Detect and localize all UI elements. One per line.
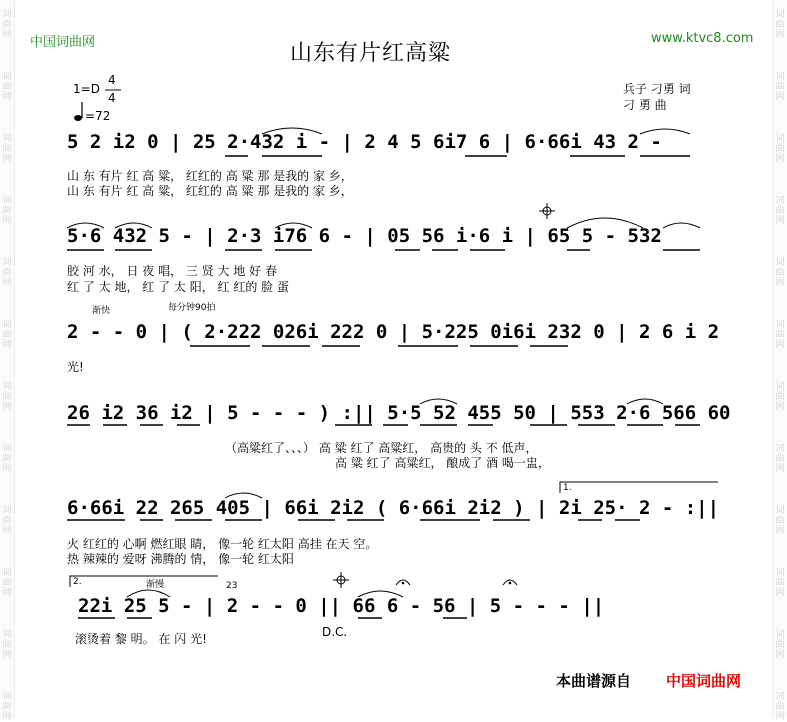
lyrics-row-2-verse-2: 红 了 太 地， 红 了 太 阳， 红 红的 脸 蛋 xyxy=(67,280,289,294)
notation-row-6: 22i 25 5 - | 2 - - 0 || 66 6 - 56 | 5 - - - || xyxy=(78,595,605,617)
lyrics-row-3: 光! xyxy=(67,360,84,374)
ritardando-marking: 渐慢 xyxy=(146,580,165,590)
watermark-text: 词 曲 网 xyxy=(2,568,12,598)
accelerando-marking: 渐快 xyxy=(92,306,111,316)
notation-row-3: 2 - - 0 | ( 2·222 026i 222 0 | 5·225 0i6i 232 0 | 2 6 i 2 xyxy=(67,321,720,343)
time-signature-bottom: 4 xyxy=(108,91,116,105)
watermark-text: 词 曲 网 xyxy=(775,72,785,102)
key-signature: 1=D xyxy=(73,82,100,96)
time-signature-top: 4 xyxy=(108,73,116,87)
watermark-text: 词 曲 网 xyxy=(2,72,12,102)
lyrics-row-4-verse-2: 高 粱 红了 高粱红， 酿成了 酒 喝一盅， xyxy=(335,456,550,470)
volta-2-label: 2. xyxy=(73,577,82,587)
watermark-text: 词 曲 网 xyxy=(775,320,785,350)
site-url-right[interactable]: www.ktvc8.com xyxy=(651,31,754,46)
notation-row-5: 6·66i 22 265 405 | 66i 2i2 ( 6·66i 2i2 ) | 2i 25· 2 - :|| xyxy=(67,497,720,519)
watermark-text: 词 曲 网 xyxy=(775,10,785,40)
watermark-text: 词 曲 网 xyxy=(2,692,12,722)
watermark-text: 词 曲 网 xyxy=(2,258,12,288)
lyrics-row-5-verse-2: 热 辣辣的 爱呀 沸腾的 情， 像一轮 红太阳 xyxy=(67,552,294,566)
watermark-text: 词 曲 网 xyxy=(2,630,12,660)
da-capo-marking: D.C. xyxy=(322,625,348,639)
notation-row-2: 5·6 432 5 - | 2·3 i76 6 - | 05 56 i·6 i | 65 5 - 532 xyxy=(67,225,662,247)
lyrics-row-5-verse-1: 火 红红的 心啊 燃红眼 睛， 像一轮 红太阳 高挂 在天 空。 xyxy=(67,537,378,551)
watermark-text: 词 曲 网 xyxy=(2,134,12,164)
source-label: 本曲谱源自 xyxy=(556,672,632,690)
watermark-text: 词 曲 网 xyxy=(775,568,785,598)
watermark-text: 词 曲 网 xyxy=(775,382,785,412)
music-credit: 刁 勇 曲 xyxy=(623,98,667,112)
tempo-marking: =72 xyxy=(85,109,111,123)
lyrics-row-6: 滚烫着 黎 明。 在 闪 光! xyxy=(75,632,207,646)
watermark-text: 词 曲 网 xyxy=(2,10,12,40)
watermark-text: 词 曲 网 xyxy=(2,444,12,474)
lyrics-credit: 兵子 刁勇 词 xyxy=(623,82,691,96)
source-site-link[interactable]: 中国词曲网 xyxy=(666,672,742,690)
notation-row-4: 26 i2 36 i2 | 5 - - - ) :|| 5·5 52 455 50 | 553 2·6 566 60 xyxy=(67,402,731,424)
watermark-text: 词 曲 网 xyxy=(775,692,785,722)
lyrics-row-1-verse-2: 山 东 有片 红 高 粱， 红红的 高 粱 那 是我的 家 乡， xyxy=(67,184,353,198)
watermark-text: 词 曲 网 xyxy=(775,444,785,474)
grace-notes: 23 xyxy=(226,581,238,591)
watermark-text: 词 曲 网 xyxy=(775,630,785,660)
site-name-left[interactable]: 中国词曲网 xyxy=(30,35,96,50)
watermark-text: 词 曲 网 xyxy=(775,134,785,164)
watermark-text: 词 曲 网 xyxy=(2,320,12,350)
watermark-text: 词 曲 网 xyxy=(775,506,785,536)
watermark-text: 词 曲 网 xyxy=(775,258,785,288)
watermark-text: 词 曲 网 xyxy=(2,196,12,226)
watermark-text: 词 曲 网 xyxy=(2,506,12,536)
lyrics-row-4-verse-1: （高粱红了、、、） 高 粱 红了 高粱红， 高贵的 头 不 低声， xyxy=(225,441,538,455)
tempo-change-marking: 每分钟90拍 xyxy=(168,303,216,313)
lyrics-row-2-verse-1: 胶 河 水， 日 夜 唱， 三 贤 大 地 好 春 xyxy=(67,264,277,278)
notation-row-1: 5 2 i2 0 | 25 2·432 i - | 2 4 5 6i7 6 | 6·66i 43 2 - xyxy=(67,131,662,153)
watermark-text: 词 曲 网 xyxy=(775,196,785,226)
volta-1-label: 1. xyxy=(563,483,572,493)
page-title: 山东有片红高粱 xyxy=(290,41,452,66)
watermark-text: 词 曲 网 xyxy=(2,382,12,412)
lyrics-row-1-verse-1: 山 东 有片 红 高 粱， 红红的 高 粱 那 是我的 家 乡， xyxy=(67,169,353,183)
